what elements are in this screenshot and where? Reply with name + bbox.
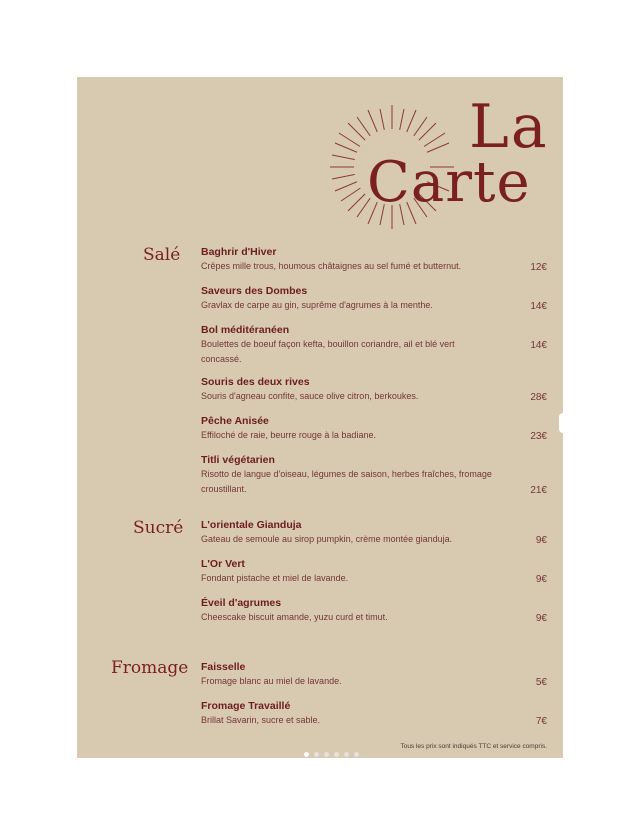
menu-item [201, 414, 547, 444]
section-title-fromage: Fromage [111, 658, 189, 678]
carousel-dot[interactable] [334, 752, 339, 757]
item-price: 9€ [535, 613, 547, 624]
menu-item [201, 699, 547, 729]
menu-item [201, 245, 547, 275]
section-title-sucre: Sucré [133, 518, 184, 538]
item-description: Boulettes de boeuf façon kefta, bouillon coriandre, ail et blé vert concassé. [201, 339, 455, 364]
carousel-dot[interactable] [344, 752, 349, 757]
menu-item [201, 284, 547, 314]
item-name: Fromage Travaillé [201, 700, 291, 712]
item-description: Fromage blanc au miel de lavande. [201, 676, 342, 686]
item-description: Fondant pistache et miel de lavande. [201, 573, 349, 583]
item-price: 12€ [530, 262, 547, 273]
menu-item [201, 453, 547, 498]
item-price: 14€ [530, 301, 547, 312]
item-description: Effiloché de raie, beurre rouge à la badiane. [201, 430, 376, 440]
item-name: Éveil d'agrumes [201, 597, 282, 609]
item-description: Risotto de langue d'oiseau, légumes de saison, herbes fraîches, fromage croustillant. [201, 469, 492, 494]
menu-header [327, 92, 557, 237]
item-name: Faisselle [201, 661, 246, 673]
section-title-sale: Salé [143, 245, 181, 265]
item-name: L'Or Vert [201, 558, 245, 570]
item-description: Gravlax de carpe au gin, suprême d'agrumes à la menthe. [201, 300, 433, 310]
menu-card [77, 77, 563, 758]
item-price: 23€ [530, 431, 547, 442]
carousel-dot[interactable] [314, 752, 319, 757]
item-description: Cheescake biscuit amande, yuzu curd et timut. [201, 612, 388, 622]
item-name: Saveurs des Dombes [201, 285, 308, 297]
price-disclaimer: Tous les prix sont indiqués TTC et service compris. [400, 743, 547, 750]
scroll-handle[interactable] [559, 413, 567, 433]
menu-item [201, 557, 547, 587]
menu-item [201, 596, 547, 626]
menu-item [201, 660, 547, 690]
menu-item [201, 518, 547, 548]
title-line-1: La [469, 92, 549, 162]
item-price: 28€ [530, 392, 547, 403]
item-price: 5€ [535, 677, 547, 688]
item-price: 9€ [535, 574, 547, 585]
item-price: 21€ [530, 485, 547, 496]
item-description: Brillat Savarin, sucre et sable. [201, 715, 321, 725]
item-price: 9€ [535, 535, 547, 546]
item-description: Souris d'agneau confite, sauce olive citron, berkoukes. [201, 391, 419, 401]
item-description: Gateau de semoule au sirop pumpkin, crème montée gianduja. [201, 534, 453, 544]
item-price: 7€ [535, 716, 547, 727]
menu-item [201, 375, 547, 405]
carousel-dot[interactable] [304, 752, 309, 757]
item-name: Pêche Anisée [201, 415, 269, 427]
item-name: Baghrir d'Hiver [201, 246, 277, 258]
carousel-dot[interactable] [324, 752, 329, 757]
item-name: Titli végétarien [201, 454, 275, 466]
carousel-dot[interactable] [354, 752, 359, 757]
item-name: Bol méditéranéen [201, 324, 290, 336]
item-description: Crêpes mille trous, houmous châtaignes au sel fumé et butternut. [201, 261, 462, 271]
menu-item [201, 323, 547, 368]
title-line-2: Carte [367, 150, 531, 215]
item-price: 14€ [530, 340, 547, 351]
item-name: Souris des deux rives [201, 376, 310, 388]
item-name: L'orientale Gianduja [201, 519, 302, 531]
